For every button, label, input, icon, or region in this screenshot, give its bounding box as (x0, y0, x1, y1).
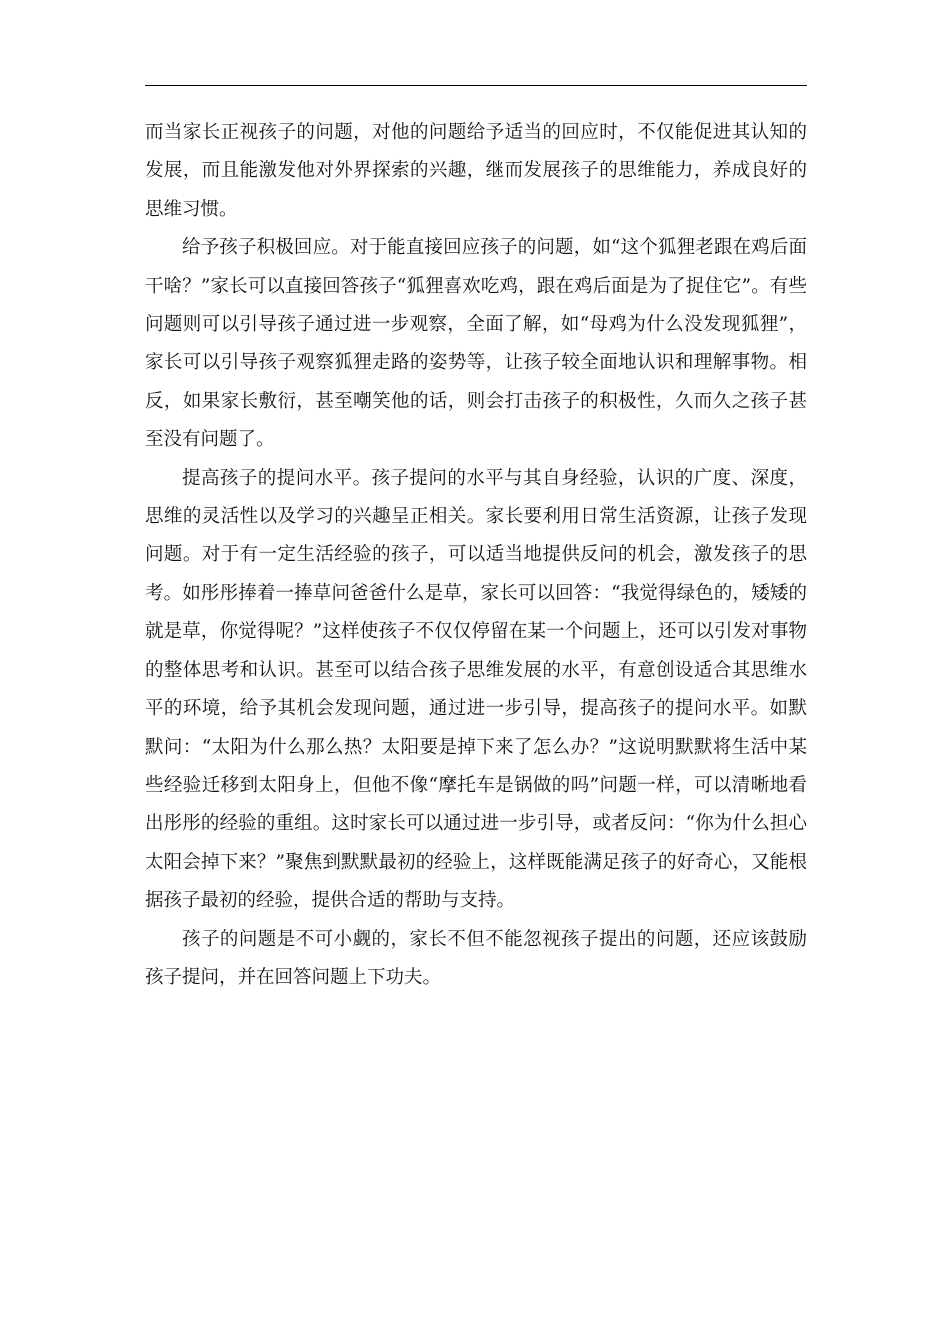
paragraph-conclusion: 孩子的问题是不可小觑的，家长不但不能忽视孩子提出的问题，还应该鼓励孩子提问，并在回答问题上下功夫。 (145, 928, 807, 988)
header-rule (145, 85, 807, 86)
document-body (145, 114, 807, 997)
paragraph-positive-response: 给予孩子积极回应。对于能直接回应孩子的问题，如“这个狐狸老跟在鸡后面干啥？”家长可以直接回答孩子“狐狸喜欢吃鸡，跟在鸡后面是为了捉住它”。有些问题则可以引导孩子通过进一步观察，全面了解，如“母鸡为什么没发现狐狸”，家长可以引导孩子观察狐狸走路的姿势等，让孩子较全面地认识和理解事物。相反，如果家长敷衍，甚至嘲笑他的话，则会打击孩子的积极性，久而久之孩子甚至没有问题了。 (145, 237, 807, 451)
paragraph-questioning-level: 提高孩子的提问水平。孩子提问的水平与其自身经验，认识的广度、深度，思维的灵活性以及学习的兴趣呈正相关。家长要利用日常生活资源，让孩子发现问题。对于有一定生活经验的孩子，可以适当地提供反问的机会，激发孩子的思考。如彤彤捧着一捧草问爸爸什么是草，家长可以回答：“我觉得绿色的，矮矮的就是草，你觉得呢？”这样使孩子不仅仅停留在某一个问题上，还可以引发对事物的整体思考和认识。甚至可以结合孩子思维发展的水平，有意创设适合其思维水平的环境，给予其机会发现问题，通过进一步引导，提高孩子的提问水平。如默默问：“太阳为什么那么热？太阳要是掉下来了怎么办？”这说明默默将生活中某些经验迁移到太阳身上，但他不像“摩托车是锅做的吗”问题一样，可以清晰地看出彤彤的经验的重组。这时家长可以通过进一步引导，或者反问：“你为什么担心太阳会掉下来？”聚焦到默默最初的经验上，这样既能满足孩子的好奇心，又能根据孩子最初的经验，提供合适的帮助与支持。 (145, 467, 807, 912)
paragraph-continuation: 而当家长正视孩子的问题，对他的问题给予适当的回应时，不仅能促进其认知的发展，而且能激发他对外界探索的兴趣，继而发展孩子的思维能力，养成良好的思维习惯。 (145, 122, 807, 220)
